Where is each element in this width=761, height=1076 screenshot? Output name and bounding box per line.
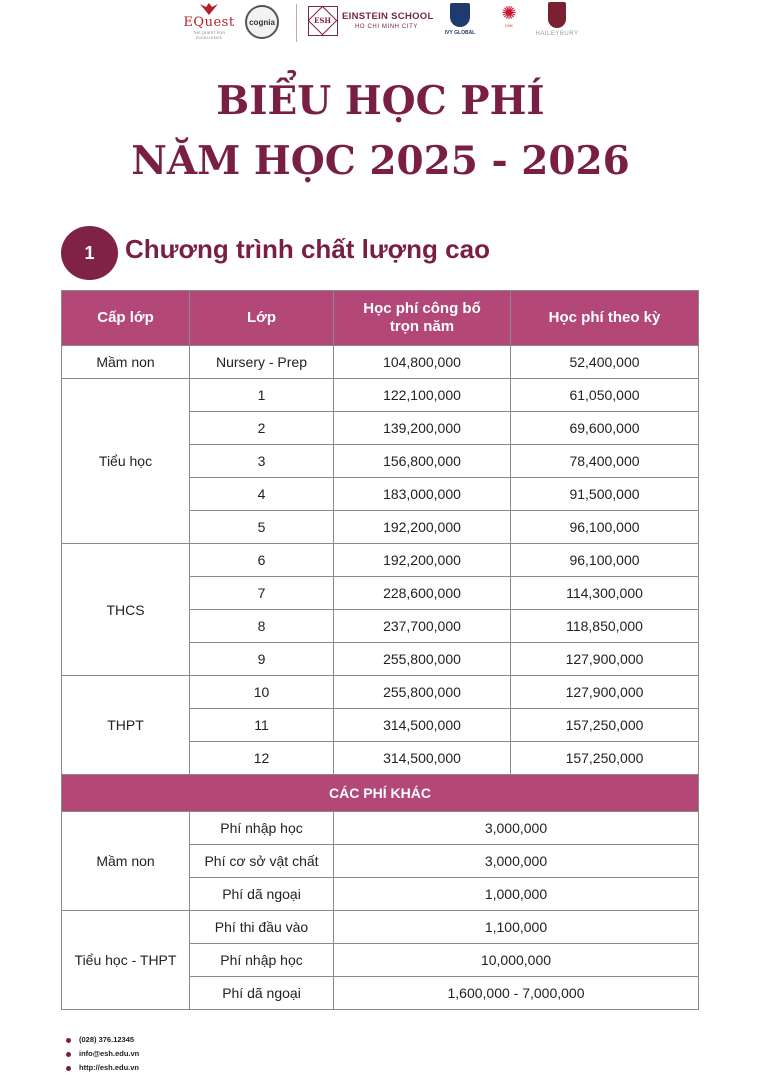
- table-row: [62, 379, 699, 412]
- page-title-line-1: BIỂU HỌC PHÍ: [216, 78, 545, 124]
- section-title: Chương trình chất lượng cao: [125, 234, 490, 264]
- fee-amount-cell: 3,000,000: [334, 812, 699, 845]
- page-title-line-2: NĂM HỌC 2025 - 2026: [131, 138, 630, 184]
- table-row: [62, 676, 699, 709]
- term-fee-cell: 69,600,000: [511, 412, 699, 445]
- header-level: Cấp lớp: [62, 291, 190, 346]
- contact-email-text[interactable]: info@esh.edu.vn: [79, 1049, 140, 1058]
- term-fee-cell: 118,850,000: [511, 610, 699, 643]
- annual-fee-cell: 192,200,000: [334, 544, 511, 577]
- contact-website[interactable]: [66, 1063, 139, 1072]
- header-grade: Lớp: [190, 291, 334, 346]
- header-annual-line-1: Học phí công bố: [363, 300, 481, 317]
- grade-cell: 6: [190, 544, 334, 577]
- table-row: [62, 812, 699, 845]
- level-cell-secondary: THCS: [62, 544, 190, 676]
- term-fee-cell: 96,100,000: [511, 544, 699, 577]
- annual-fee-cell: 183,000,000: [334, 478, 511, 511]
- term-fee-cell: 114,300,000: [511, 577, 699, 610]
- contact-email[interactable]: [66, 1049, 139, 1058]
- annual-fee-cell: 237,700,000: [334, 610, 511, 643]
- fee-name-cell: Phí nhập học: [190, 944, 334, 977]
- haileybury-logo: [533, 2, 581, 37]
- fee-amount-cell: 1,100,000: [334, 911, 699, 944]
- partner-logos: [0, 0, 761, 48]
- contact-phone: [66, 1035, 134, 1044]
- fee-amount-cell: 1,000,000: [334, 878, 699, 911]
- term-fee-cell: 127,900,000: [511, 643, 699, 676]
- other-fees-header: CÁC PHÍ KHÁC: [62, 775, 699, 812]
- grade-cell: 5: [190, 511, 334, 544]
- logo-divider: [296, 4, 297, 42]
- term-fee-cell: 127,900,000: [511, 676, 699, 709]
- esh-monogram: ESH: [313, 16, 331, 25]
- annual-fee-cell: 314,500,000: [334, 709, 511, 742]
- grade-cell: Nursery - Prep: [190, 346, 334, 379]
- grade-cell: 7: [190, 577, 334, 610]
- shield-icon: [450, 3, 470, 27]
- header-term-fee: Học phí theo kỳ: [511, 291, 699, 346]
- grade-cell: 4: [190, 478, 334, 511]
- grade-cell: 8: [190, 610, 334, 643]
- term-fee-cell: 61,050,000: [511, 379, 699, 412]
- esh-logo: [308, 6, 338, 36]
- grade-cell: 9: [190, 643, 334, 676]
- fee-name-cell: Phí dã ngoại: [190, 977, 334, 1010]
- cognia-logo: [245, 5, 279, 39]
- haileybury-wordmark: HAILEYBURY: [535, 31, 579, 37]
- contact-phone-text: (028) 376.12345: [79, 1035, 135, 1044]
- contact-website-text[interactable]: http://esh.edu.vn: [79, 1063, 139, 1072]
- other-fees-header-row: [62, 775, 699, 812]
- ivy-global-wordmark: IVY GLOBAL: [444, 30, 476, 36]
- cvk-wordmark: CVK: [504, 23, 514, 28]
- crest-icon: [548, 2, 566, 28]
- grade-cell: 3: [190, 445, 334, 478]
- grade-cell: 10: [190, 676, 334, 709]
- other-group-k12: Tiểu học - THPT: [62, 911, 190, 1010]
- term-fee-cell: 96,100,000: [511, 511, 699, 544]
- esh-school-city: HO CHI MINH CITY: [355, 24, 418, 30]
- table-row: [62, 544, 699, 577]
- grade-cell: 12: [190, 742, 334, 775]
- annual-fee-cell: 314,500,000: [334, 742, 511, 775]
- maple-leaf-icon: ✺: [501, 3, 517, 23]
- table-row: [62, 346, 699, 379]
- table-header-row: [62, 291, 699, 346]
- equest-logo: [180, 2, 238, 40]
- fee-amount-cell: 1,600,000 - 7,000,000: [334, 977, 699, 1010]
- section-number-badge: 1: [61, 226, 118, 280]
- annual-fee-cell: 255,800,000: [334, 676, 511, 709]
- other-group-preschool: Mầm non: [62, 812, 190, 911]
- grade-cell: 1: [190, 379, 334, 412]
- cognia-wordmark: cognia: [249, 17, 275, 27]
- header-annual-line-2: trọn năm: [389, 318, 455, 335]
- fee-name-cell: Phí thi đầu vào: [190, 911, 334, 944]
- annual-fee-cell: 255,800,000: [334, 643, 511, 676]
- annual-fee-cell: 228,600,000: [334, 577, 511, 610]
- eagle-icon: [198, 2, 220, 16]
- annual-fee-cell: 122,100,000: [334, 379, 511, 412]
- fee-name-cell: Phí nhập học: [190, 812, 334, 845]
- term-fee-cell: 52,400,000: [511, 346, 699, 379]
- term-fee-cell: 157,250,000: [511, 742, 699, 775]
- equest-tagline: THE QUEST FOR EXCELLENCE: [192, 30, 226, 40]
- term-fee-cell: 157,250,000: [511, 709, 699, 742]
- annual-fee-cell: 156,800,000: [334, 445, 511, 478]
- fee-amount-cell: 10,000,000: [334, 944, 699, 977]
- level-cell-preschool: Mầm non: [62, 346, 190, 379]
- esh-school-name: EINSTEIN SCHOOL: [342, 11, 434, 22]
- annual-fee-cell: 139,200,000: [334, 412, 511, 445]
- tuition-table: [61, 290, 699, 1010]
- ivy-global-logo: [440, 3, 480, 36]
- level-cell-high: THPT: [62, 676, 190, 775]
- bullet-icon: [66, 1052, 71, 1057]
- fee-name-cell: Phí cơ sở vật chất: [190, 845, 334, 878]
- term-fee-cell: 78,400,000: [511, 445, 699, 478]
- fee-amount-cell: 3,000,000: [334, 845, 699, 878]
- fee-name-cell: Phí dã ngoại: [190, 878, 334, 911]
- level-cell-primary: Tiểu học: [62, 379, 190, 544]
- bullet-icon: [66, 1038, 71, 1043]
- equest-wordmark: EQuest: [183, 15, 235, 30]
- cvk-logo: [489, 3, 529, 28]
- annual-fee-cell: 192,200,000: [334, 511, 511, 544]
- term-fee-cell: 91,500,000: [511, 478, 699, 511]
- annual-fee-cell: 104,800,000: [334, 346, 511, 379]
- grade-cell: 2: [190, 412, 334, 445]
- table-row: [62, 911, 699, 944]
- grade-cell: 11: [190, 709, 334, 742]
- header-annual-fee: [334, 291, 511, 346]
- bullet-icon: [66, 1066, 71, 1071]
